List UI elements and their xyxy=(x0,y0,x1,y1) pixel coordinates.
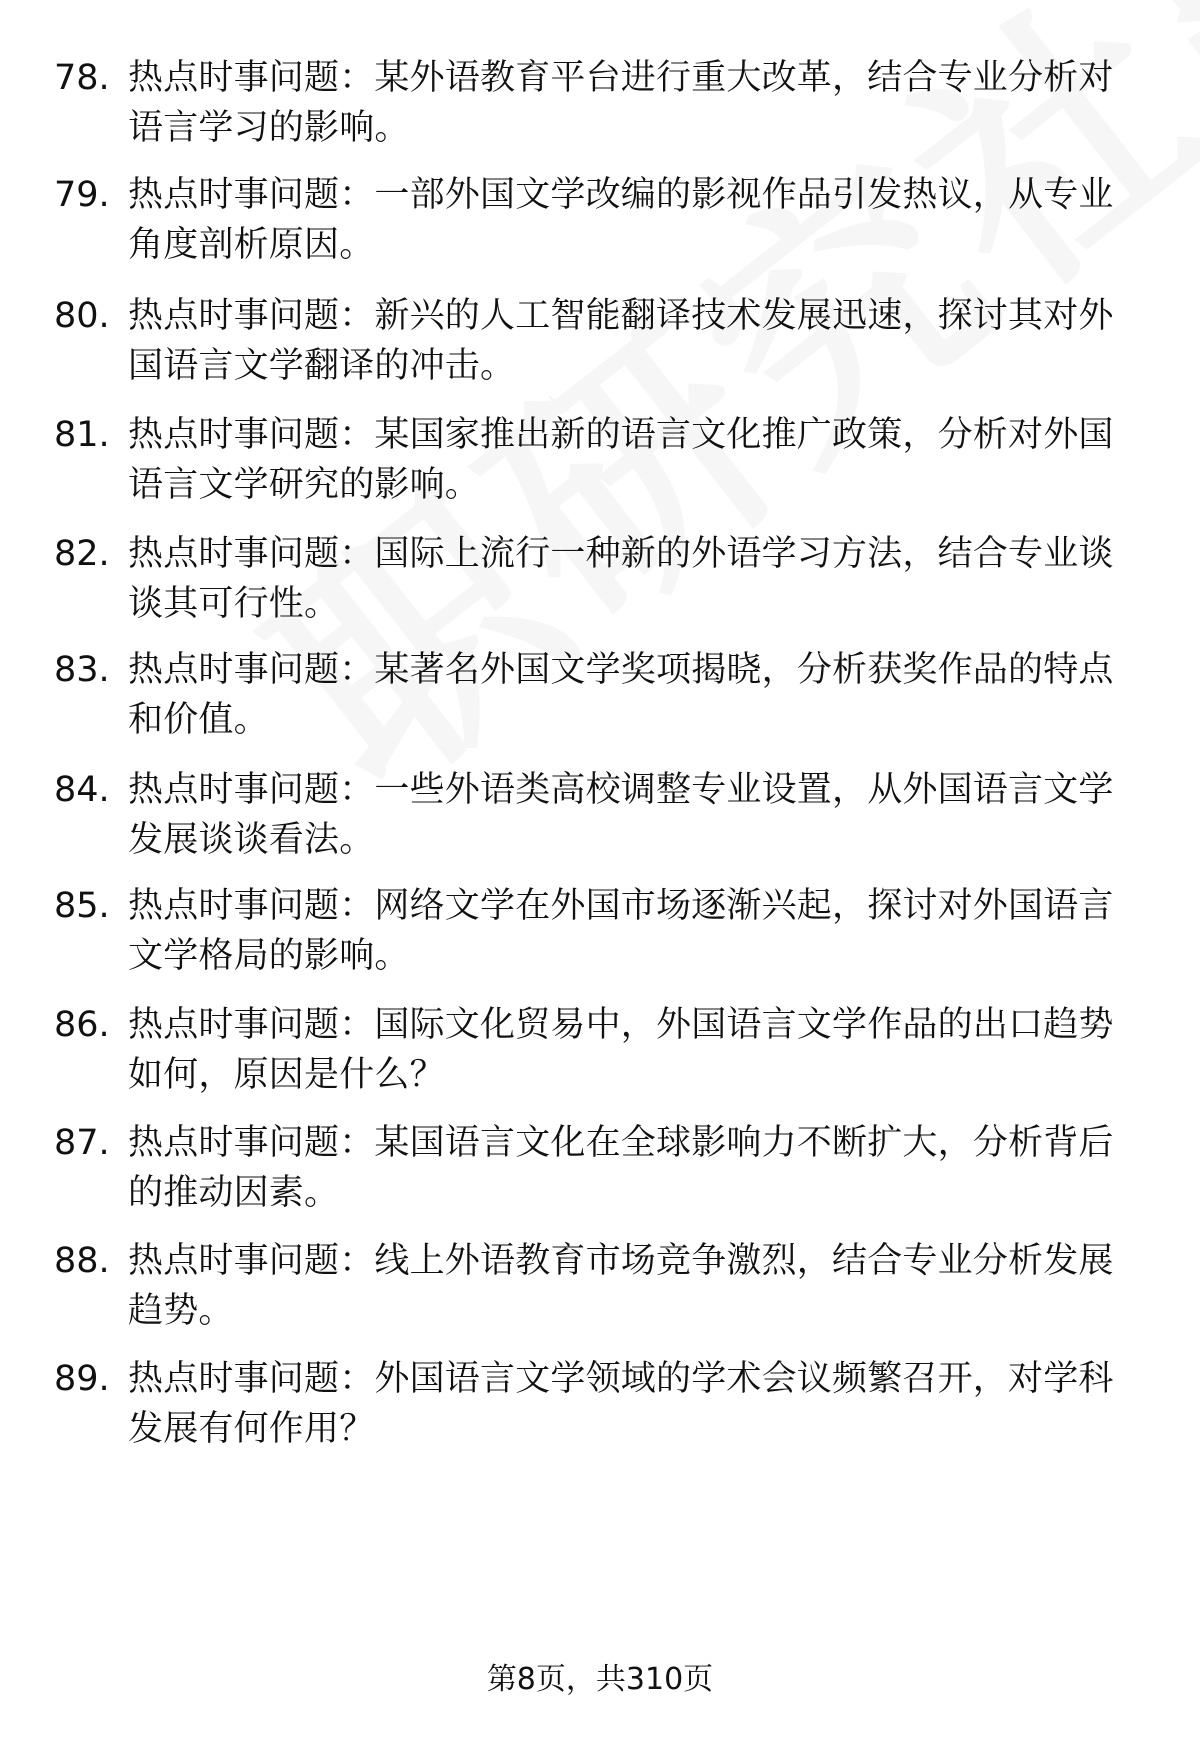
question-item-79 xyxy=(54,170,1134,270)
question-item-83 xyxy=(54,645,1134,745)
page-footer: 第8页，共310页 xyxy=(486,1662,714,1697)
question-number: 78. xyxy=(54,58,110,98)
question-item-88 xyxy=(54,1236,1134,1336)
question-number: 84. xyxy=(54,770,110,810)
question-item-78 xyxy=(54,53,1134,153)
question-text: 热点时事问题：某外语教育平台进行重大改革，结合专业分析对语言学习的影响。 xyxy=(128,58,1114,148)
question-text: 热点时事问题：国际上流行一种新的外语学习方法，结合专业谈谈其可行性。 xyxy=(128,534,1114,624)
question-text: 热点时事问题：网络文学在外国市场逐渐兴起，探讨对外国语言文学格局的影响。 xyxy=(128,886,1114,976)
question-item-86 xyxy=(54,1000,1134,1100)
question-text: 热点时事问题：新兴的人工智能翻译技术发展迅速，探讨其对外国语言文学翻译的冲击。 xyxy=(128,296,1114,386)
question-item-80 xyxy=(54,291,1134,391)
question-text: 热点时事问题：国际文化贸易中，外国语言文学作品的出口趋势如何，原因是什么？ xyxy=(128,1005,1114,1095)
question-item-89 xyxy=(54,1354,1134,1454)
question-number: 79. xyxy=(54,175,110,215)
question-item-82 xyxy=(54,529,1134,629)
question-text: 热点时事问题：某国语言文化在全球影响力不断扩大，分析背后的推动因素。 xyxy=(128,1123,1114,1213)
question-text: 热点时事问题：一部外国文学改编的影视作品引发热议，从专业角度剖析原因。 xyxy=(128,175,1114,265)
question-text: 热点时事问题：一些外语类高校调整专业设置，从外国语言文学发展谈谈看法。 xyxy=(128,770,1114,860)
question-text: 热点时事问题：外国语言文学领域的学术会议频繁召开，对学科发展有何作用？ xyxy=(128,1359,1114,1449)
question-text: 热点时事问题：线上外语教育市场竞争激烈，结合专业分析发展趋势。 xyxy=(128,1241,1114,1331)
question-number: 83. xyxy=(54,650,110,690)
question-item-81 xyxy=(54,410,1134,510)
question-number: 89. xyxy=(54,1359,110,1399)
question-item-85 xyxy=(54,881,1134,981)
question-number: 80. xyxy=(54,296,110,336)
question-text: 热点时事问题：某著名外国文学奖项揭晓，分析获奖作品的特点和价值。 xyxy=(128,650,1114,740)
question-number: 87. xyxy=(54,1123,110,1163)
question-number: 86. xyxy=(54,1005,110,1045)
question-number: 88. xyxy=(54,1241,110,1281)
question-number: 85. xyxy=(54,886,110,926)
question-text: 热点时事问题：某国家推出新的语言文化推广政策，分析对外国语言文学研究的影响。 xyxy=(128,415,1114,505)
question-number: 82. xyxy=(54,534,110,574)
question-number: 81. xyxy=(54,415,110,455)
question-item-87 xyxy=(54,1118,1134,1218)
question-item-84 xyxy=(54,765,1134,865)
